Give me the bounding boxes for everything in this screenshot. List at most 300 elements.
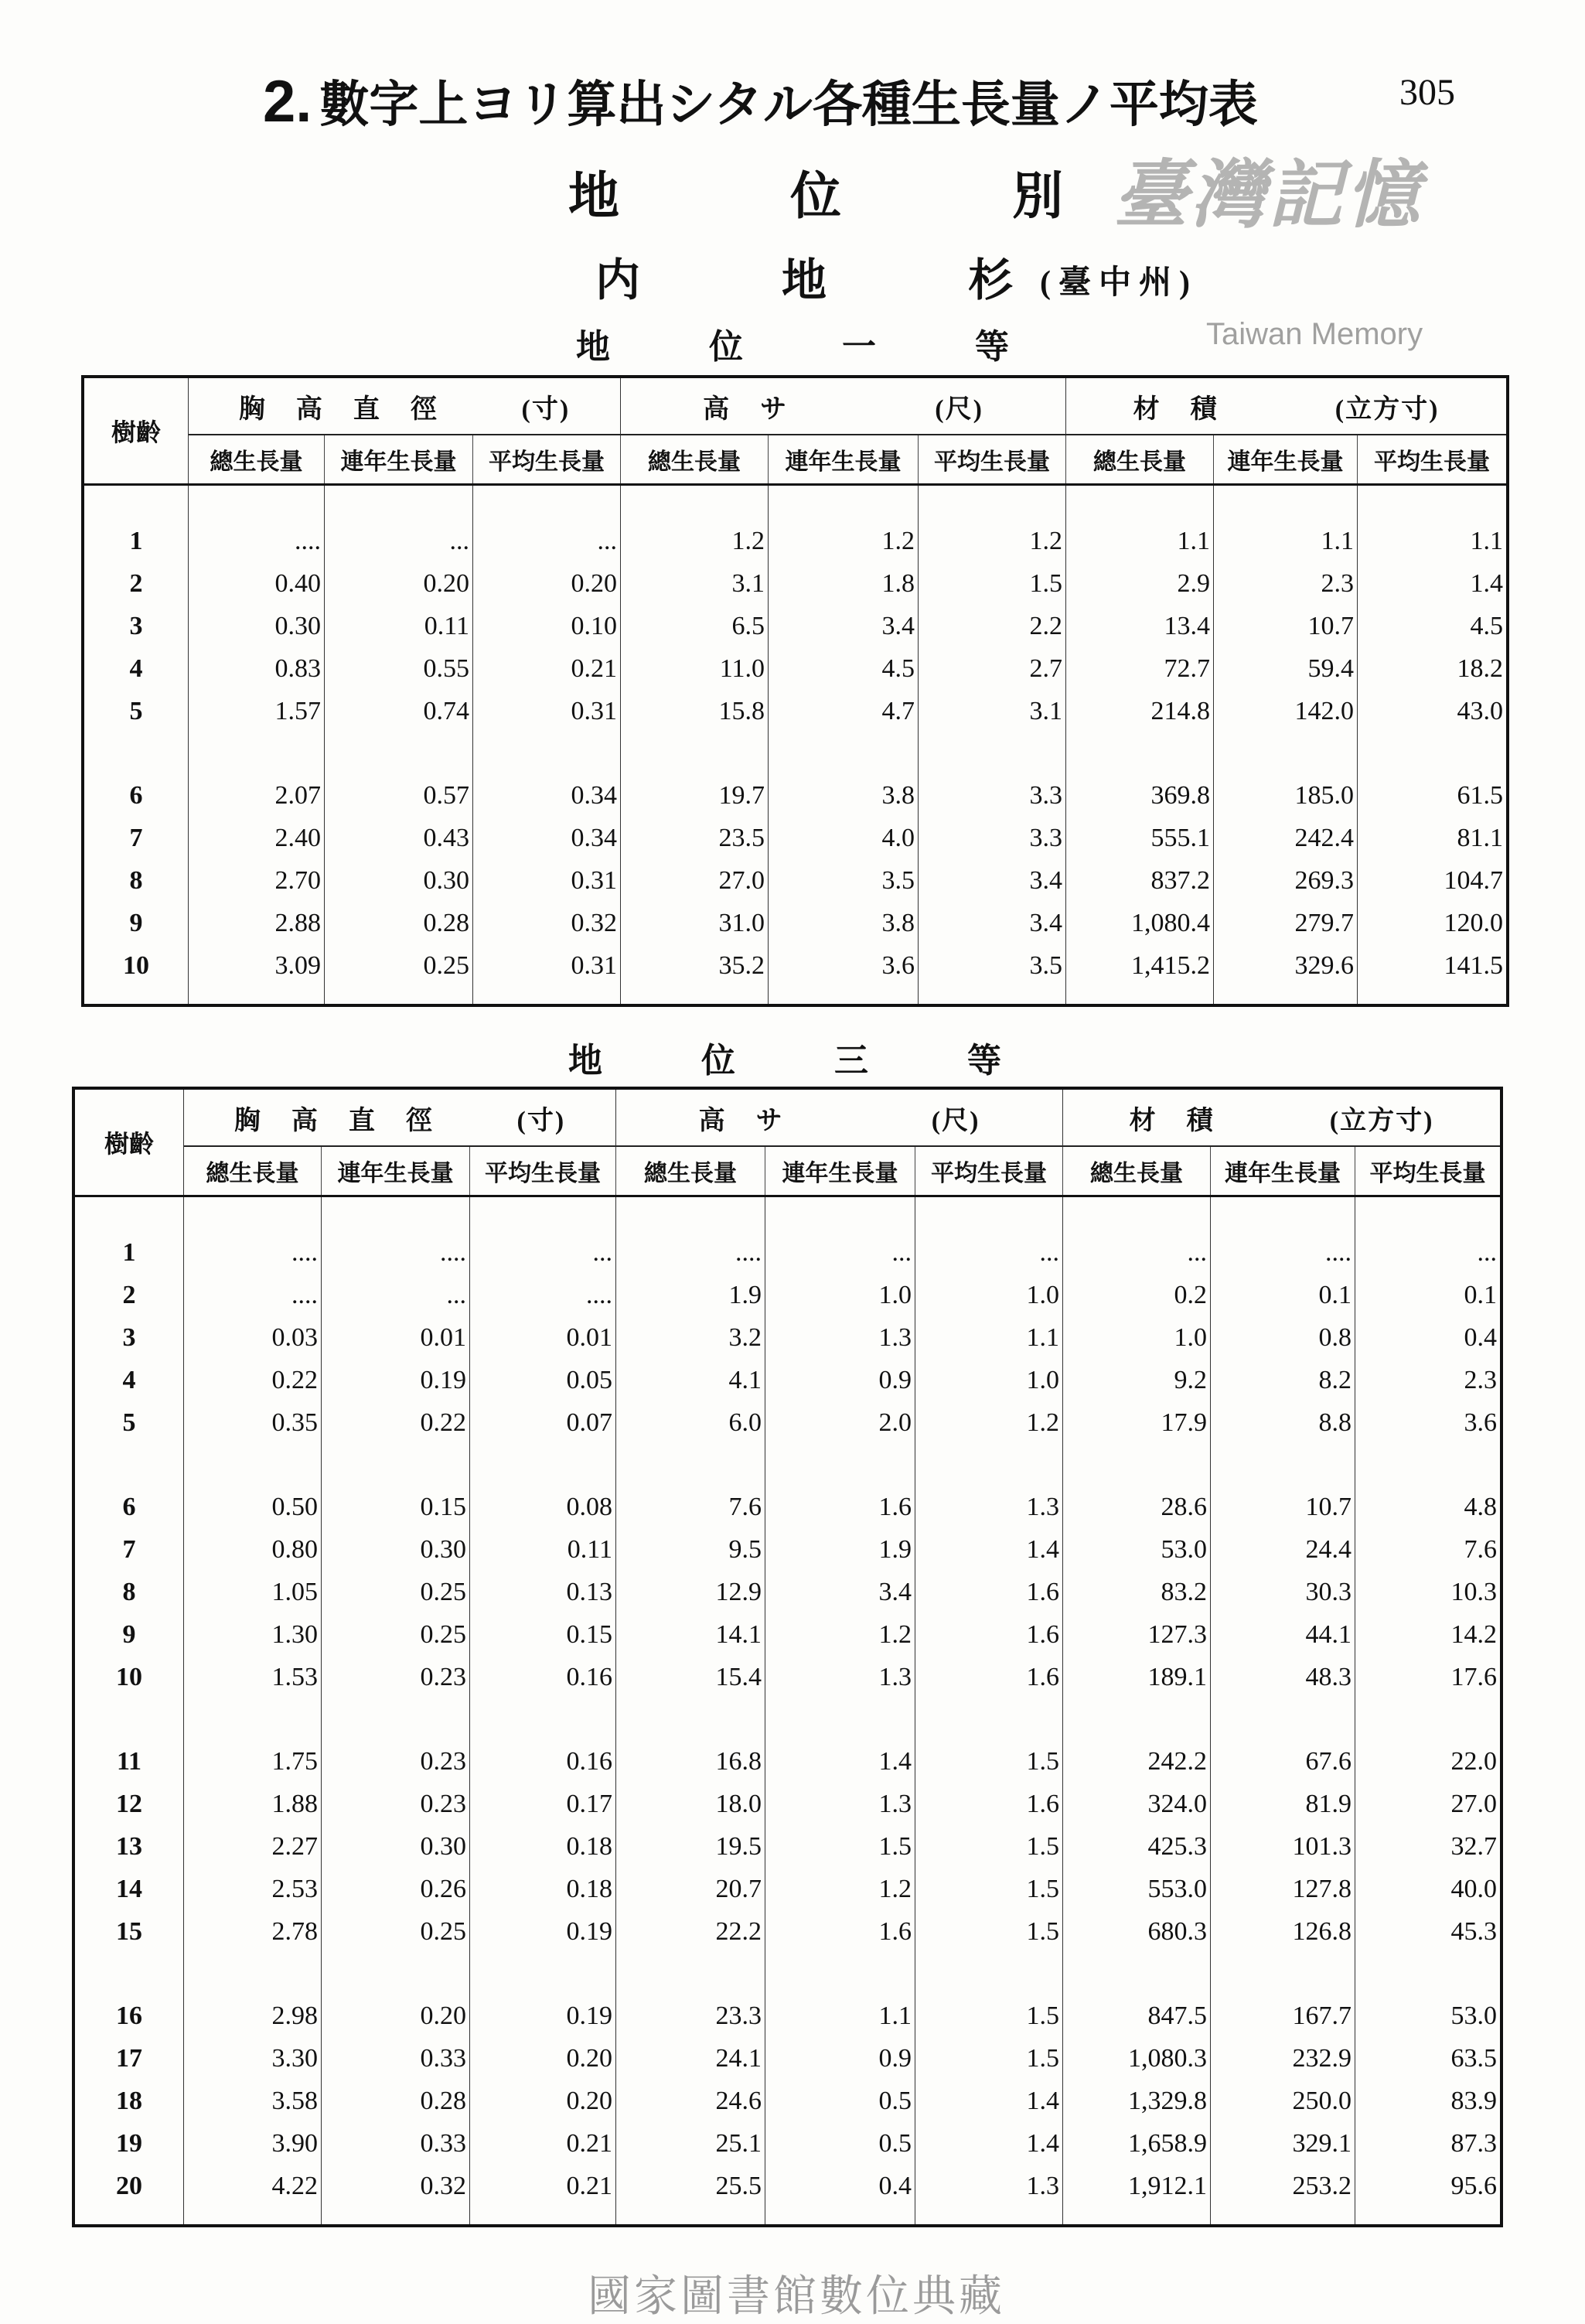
spacer-cell bbox=[470, 1444, 616, 1486]
value-cell: 0.5 bbox=[765, 2080, 915, 2122]
sub-column-header: 連年生長量 bbox=[1211, 1147, 1355, 1195]
group-unit: (寸) bbox=[521, 394, 571, 424]
value-cell: 1,658.9 bbox=[1063, 2122, 1211, 2165]
value-cell: 1.4 bbox=[915, 2122, 1063, 2165]
table-body bbox=[84, 486, 1506, 1004]
age-cell: 2 bbox=[84, 562, 189, 605]
page-title bbox=[263, 65, 1258, 136]
sub-column-header: 總生長量 bbox=[616, 1147, 765, 1195]
value-cell: 369.8 bbox=[1066, 774, 1214, 817]
value-cell: ... bbox=[1063, 1231, 1211, 1274]
spacer-cell bbox=[322, 1698, 470, 1740]
value-cell: ... bbox=[470, 1231, 616, 1274]
value-cell: 53.0 bbox=[1063, 1528, 1211, 1571]
value-cell: 185.0 bbox=[1214, 774, 1358, 817]
value-cell: 7.6 bbox=[1464, 1534, 1497, 1564]
spacer-cell bbox=[915, 1444, 1063, 1486]
table-caption-site-class-1 bbox=[576, 319, 1009, 368]
value-cell: 167.7 bbox=[1211, 1995, 1355, 2037]
title-text: 數字上ヨリ算出シタル各種生長量ノ平均表 bbox=[319, 77, 1258, 132]
value-cell: 0.8 bbox=[1211, 1316, 1355, 1359]
value-cell: 0.11 bbox=[470, 1528, 616, 1571]
value-cell: 0.18 bbox=[470, 1868, 616, 1910]
spacer-cell bbox=[75, 1444, 184, 1486]
value-cell: 837.2 bbox=[1066, 859, 1214, 902]
age-cell: 1 bbox=[84, 520, 189, 562]
spacer-cell bbox=[470, 2207, 616, 2224]
value-cell: 0.9 bbox=[765, 2037, 915, 2080]
age-cell: 17 bbox=[75, 2037, 184, 2080]
age-cell: 2 bbox=[75, 1274, 184, 1316]
age-cell: 15 bbox=[75, 1910, 184, 1953]
spacer-cell bbox=[1214, 732, 1358, 774]
value-cell: 1.57 bbox=[189, 690, 325, 732]
table-header bbox=[75, 1090, 1500, 1197]
value-cell: 250.0 bbox=[1211, 2080, 1355, 2122]
value-cell: 32.7 bbox=[1450, 1831, 1497, 1861]
table-body bbox=[75, 1197, 1500, 2224]
value-cell: 1.0 bbox=[915, 1359, 1063, 1401]
watermark-text: Taiwan Memory bbox=[1206, 317, 1423, 351]
value-cell: 1.5 bbox=[915, 1910, 1063, 1953]
sub-column-header: 總生長量 bbox=[621, 435, 769, 483]
value-cell: 1.3 bbox=[765, 1656, 915, 1698]
value-cell: 81.9 bbox=[1211, 1783, 1355, 1825]
age-cell: 10 bbox=[84, 944, 189, 987]
value-cell: 0.08 bbox=[470, 1486, 616, 1528]
spacer-cell bbox=[616, 1698, 765, 1740]
value-cell: 1.5 bbox=[765, 1825, 915, 1868]
value-cell: 25.1 bbox=[616, 2122, 765, 2165]
value-cell: 324.0 bbox=[1063, 1783, 1211, 1825]
value-cell: .... bbox=[184, 1274, 322, 1316]
value-cell: 10.3 bbox=[1450, 1577, 1497, 1606]
value-cell: 0.9 bbox=[765, 1359, 915, 1401]
value-cell: 0.2 bbox=[1063, 1274, 1211, 1316]
sub-column-header: 平均生長量 bbox=[915, 1147, 1063, 1195]
value-cell: 44.1 bbox=[1211, 1613, 1355, 1656]
value-cell: 19.7 bbox=[621, 774, 769, 817]
value-cell: 2.98 bbox=[184, 1995, 322, 2037]
spacer-cell bbox=[915, 1197, 1063, 1231]
value-cell: 4.5 bbox=[1470, 611, 1503, 640]
spacer-cell bbox=[189, 486, 325, 520]
value-cell: 0.30 bbox=[322, 1528, 470, 1571]
growth-table-site-class-1 bbox=[81, 375, 1509, 1007]
caption-char: 三 bbox=[834, 1042, 868, 1080]
subtitle-char: 位 bbox=[790, 169, 841, 225]
page-number: 305 bbox=[1399, 72, 1455, 113]
value-cell: 1.88 bbox=[184, 1783, 322, 1825]
value-cell: 3.09 bbox=[189, 944, 325, 987]
value-cell: 0.13 bbox=[470, 1571, 616, 1613]
value-cell: 14.2 bbox=[1450, 1619, 1497, 1649]
value-cell: 0.34 bbox=[473, 774, 621, 817]
value-cell: 1.4 bbox=[915, 2080, 1063, 2122]
value-cell: 0.25 bbox=[325, 944, 473, 987]
value-cell: 253.2 bbox=[1211, 2165, 1355, 2207]
spacer-cell bbox=[1358, 486, 1506, 520]
value-cell: 7.6 bbox=[616, 1486, 765, 1528]
value-cell: .... bbox=[1211, 1231, 1355, 1274]
value-cell: 3.6 bbox=[1464, 1408, 1497, 1437]
age-cell: 10 bbox=[75, 1656, 184, 1698]
value-cell: 24.1 bbox=[616, 2037, 765, 2080]
value-cell: 0.07 bbox=[470, 1401, 616, 1444]
value-cell: 3.30 bbox=[184, 2037, 322, 2080]
value-cell: 12.9 bbox=[616, 1571, 765, 1613]
value-cell: 1.6 bbox=[765, 1486, 915, 1528]
spacer-cell bbox=[616, 1953, 765, 1995]
value-cell: 0.20 bbox=[470, 2037, 616, 2080]
group-label: 高サ bbox=[703, 394, 818, 424]
value-cell: 3.6 bbox=[769, 944, 919, 987]
spacer-cell bbox=[1211, 1197, 1355, 1231]
value-cell: 0.21 bbox=[470, 2122, 616, 2165]
group-unit: (尺) bbox=[935, 394, 983, 424]
value-cell: 0.32 bbox=[322, 2165, 470, 2207]
value-cell: 127.3 bbox=[1063, 1613, 1211, 1656]
age-cell: 13 bbox=[75, 1825, 184, 1868]
value-cell: 1.2 bbox=[765, 1613, 915, 1656]
value-cell: 31.0 bbox=[621, 902, 769, 944]
group-label: 材積 bbox=[1133, 394, 1248, 424]
column-group-header bbox=[616, 1090, 1063, 1147]
value-cell: 553.0 bbox=[1063, 1868, 1211, 1910]
group-unit: (寸) bbox=[516, 1106, 566, 1135]
value-cell: 127.8 bbox=[1211, 1868, 1355, 1910]
column-group-header bbox=[621, 378, 1066, 435]
value-cell: 1.8 bbox=[769, 562, 919, 605]
section-number: 2. bbox=[263, 69, 312, 135]
value-cell: 0.16 bbox=[470, 1740, 616, 1783]
value-cell: 2.07 bbox=[189, 774, 325, 817]
value-cell: 0.31 bbox=[473, 859, 621, 902]
value-cell: 0.74 bbox=[325, 690, 473, 732]
spacer-cell bbox=[473, 732, 621, 774]
value-cell: 0.40 bbox=[189, 562, 325, 605]
value-cell: 120.0 bbox=[1444, 908, 1503, 937]
spacer-cell bbox=[1066, 987, 1214, 1004]
value-cell: 0.15 bbox=[322, 1486, 470, 1528]
watermark-logo: 臺灣記憶 bbox=[1113, 154, 1423, 237]
spacer-cell bbox=[1214, 486, 1358, 520]
spacer-cell bbox=[84, 987, 189, 1004]
prefecture-label: (臺中州) bbox=[1040, 265, 1198, 301]
value-cell: 4.7 bbox=[769, 690, 919, 732]
value-cell: 0.20 bbox=[470, 2080, 616, 2122]
caption-char: 位 bbox=[701, 1042, 735, 1080]
value-cell: 1.1 bbox=[915, 1316, 1063, 1359]
age-cell: 20 bbox=[75, 2165, 184, 2207]
value-cell: 14.1 bbox=[616, 1613, 765, 1656]
spacer-cell bbox=[915, 1953, 1063, 1995]
value-cell: 15.4 bbox=[616, 1656, 765, 1698]
value-cell: .... bbox=[184, 1231, 322, 1274]
group-label: 胸高直徑 bbox=[233, 1106, 463, 1135]
caption-char: 等 bbox=[975, 328, 1009, 366]
value-cell: 1.5 bbox=[919, 562, 1066, 605]
column-group-header bbox=[1066, 378, 1506, 435]
value-cell: 1.5 bbox=[915, 1868, 1063, 1910]
value-cell: 0.22 bbox=[322, 1401, 470, 1444]
spacer-cell bbox=[1355, 2207, 1500, 2224]
value-cell: 1,080.3 bbox=[1063, 2037, 1211, 2080]
value-cell: .... bbox=[322, 1231, 470, 1274]
sub-column-header: 總生長量 bbox=[184, 1147, 322, 1195]
value-cell: 0.15 bbox=[470, 1613, 616, 1656]
value-cell: 279.7 bbox=[1214, 902, 1358, 944]
value-cell: 72.7 bbox=[1066, 647, 1214, 690]
value-cell: 0.31 bbox=[473, 944, 621, 987]
value-cell: 1.4 bbox=[915, 1528, 1063, 1571]
value-cell: 10.7 bbox=[1211, 1486, 1355, 1528]
value-cell: ... bbox=[915, 1231, 1063, 1274]
footer-credit: 國家圖書館數位典藏 bbox=[588, 2271, 1005, 2322]
value-cell: 0.17 bbox=[470, 1783, 616, 1825]
value-cell: 0.19 bbox=[322, 1359, 470, 1401]
value-cell: ... bbox=[325, 520, 473, 562]
value-cell: 2.0 bbox=[765, 1401, 915, 1444]
value-cell: 0.21 bbox=[470, 2165, 616, 2207]
spacer-cell bbox=[1063, 2207, 1211, 2224]
spacer-cell bbox=[84, 732, 189, 774]
value-cell: 242.2 bbox=[1063, 1740, 1211, 1783]
value-cell: 8.2 bbox=[1211, 1359, 1355, 1401]
spacer-cell bbox=[184, 1953, 322, 1995]
value-cell: 40.0 bbox=[1450, 1874, 1497, 1903]
value-cell: 3.1 bbox=[621, 562, 769, 605]
value-cell: 1.1 bbox=[765, 1995, 915, 2037]
species-char: 地 bbox=[781, 255, 827, 305]
value-cell: 0.25 bbox=[322, 1571, 470, 1613]
value-cell: 0.16 bbox=[470, 1656, 616, 1698]
spacer-cell bbox=[75, 1953, 184, 1995]
value-cell: 0.25 bbox=[322, 1910, 470, 1953]
value-cell: 2.2 bbox=[919, 605, 1066, 647]
value-cell: 0.21 bbox=[473, 647, 621, 690]
spacer-cell bbox=[765, 1953, 915, 1995]
sub-column-header: 平均生長量 bbox=[1369, 1161, 1486, 1186]
value-cell: 1.6 bbox=[915, 1783, 1063, 1825]
spacer-cell bbox=[1355, 1698, 1500, 1740]
sub-column-header: 平均生長量 bbox=[470, 1147, 616, 1195]
spacer-cell bbox=[75, 2207, 184, 2224]
spacer-cell bbox=[1211, 2207, 1355, 2224]
spacer-cell bbox=[769, 987, 919, 1004]
value-cell: 142.0 bbox=[1214, 690, 1358, 732]
value-cell: 0.01 bbox=[470, 1316, 616, 1359]
column-group-header bbox=[1063, 1090, 1500, 1147]
value-cell: 425.3 bbox=[1063, 1825, 1211, 1868]
spacer-cell bbox=[189, 987, 325, 1004]
value-cell: 1.2 bbox=[915, 1401, 1063, 1444]
value-cell: 22.0 bbox=[1450, 1746, 1497, 1776]
group-label: 高サ bbox=[698, 1106, 813, 1135]
value-cell: 4.5 bbox=[769, 647, 919, 690]
value-cell: 11.0 bbox=[621, 647, 769, 690]
value-cell: 0.20 bbox=[325, 562, 473, 605]
spacer-cell bbox=[1063, 1698, 1211, 1740]
value-cell: 0.30 bbox=[325, 859, 473, 902]
value-cell: 1.2 bbox=[919, 520, 1066, 562]
spacer-cell bbox=[184, 1444, 322, 1486]
value-cell: 25.5 bbox=[616, 2165, 765, 2207]
caption-char: 等 bbox=[967, 1042, 1001, 1080]
value-cell: 3.3 bbox=[919, 774, 1066, 817]
value-cell: 1.2 bbox=[621, 520, 769, 562]
value-cell: 20.7 bbox=[616, 1868, 765, 1910]
spacer-cell bbox=[915, 1698, 1063, 1740]
value-cell: 23.3 bbox=[616, 1995, 765, 2037]
value-cell: 22.2 bbox=[616, 1910, 765, 1953]
age-cell: 7 bbox=[84, 817, 189, 859]
value-cell: 2.88 bbox=[189, 902, 325, 944]
age-cell: 9 bbox=[84, 902, 189, 944]
value-cell: 1.9 bbox=[616, 1274, 765, 1316]
caption-char: 地 bbox=[576, 328, 610, 366]
value-cell: .... bbox=[189, 520, 325, 562]
value-cell: 1.0 bbox=[1063, 1316, 1211, 1359]
spacer-cell bbox=[1066, 486, 1214, 520]
group-label: 材積 bbox=[1129, 1106, 1244, 1135]
spacer-cell bbox=[919, 987, 1066, 1004]
group-unit: (尺) bbox=[931, 1106, 980, 1135]
species-char: 内 bbox=[595, 255, 641, 305]
value-cell: 269.3 bbox=[1214, 859, 1358, 902]
value-cell: 23.5 bbox=[621, 817, 769, 859]
value-cell: 1,415.2 bbox=[1066, 944, 1214, 987]
value-cell: 126.8 bbox=[1211, 1910, 1355, 1953]
column-group-header bbox=[184, 1090, 616, 1147]
value-cell: 1.3 bbox=[765, 1316, 915, 1359]
value-cell: 1.6 bbox=[765, 1910, 915, 1953]
value-cell: 1.9 bbox=[765, 1528, 915, 1571]
spacer-cell bbox=[1355, 1444, 1500, 1486]
spacer-cell bbox=[75, 1698, 184, 1740]
value-cell: 1.3 bbox=[915, 2165, 1063, 2207]
spacer-cell bbox=[1066, 732, 1214, 774]
spacer-cell bbox=[322, 1444, 470, 1486]
spacer-cell bbox=[322, 2207, 470, 2224]
value-cell: 3.58 bbox=[184, 2080, 322, 2122]
value-cell: 8.8 bbox=[1211, 1401, 1355, 1444]
value-cell: 1.75 bbox=[184, 1740, 322, 1783]
value-cell: 0.20 bbox=[322, 1995, 470, 2037]
value-cell: 43.0 bbox=[1457, 696, 1503, 725]
age-cell: 6 bbox=[84, 774, 189, 817]
value-cell: 0.10 bbox=[473, 605, 621, 647]
value-cell: 9.2 bbox=[1063, 1359, 1211, 1401]
subtitle-by-site-class bbox=[568, 155, 1063, 228]
value-cell: 2.53 bbox=[184, 1868, 322, 1910]
spacer-cell bbox=[1355, 1953, 1500, 1995]
spacer-cell bbox=[473, 486, 621, 520]
value-cell: 0.22 bbox=[184, 1359, 322, 1401]
value-cell: 13.4 bbox=[1066, 605, 1214, 647]
age-cell: 8 bbox=[84, 859, 189, 902]
spacer-cell bbox=[325, 987, 473, 1004]
value-cell: 15.8 bbox=[621, 690, 769, 732]
spacer-cell bbox=[470, 1953, 616, 1995]
value-cell: 18.2 bbox=[1457, 654, 1503, 683]
spacer-cell bbox=[769, 486, 919, 520]
value-cell: 0.23 bbox=[322, 1656, 470, 1698]
value-cell: 0.34 bbox=[473, 817, 621, 859]
spacer-cell bbox=[189, 732, 325, 774]
group-label: 胸高直徑 bbox=[238, 394, 468, 424]
spacer-cell bbox=[184, 1698, 322, 1740]
value-cell: 0.35 bbox=[184, 1401, 322, 1444]
value-cell: 28.6 bbox=[1063, 1486, 1211, 1528]
value-cell: 0.31 bbox=[473, 690, 621, 732]
value-cell: 0.33 bbox=[322, 2122, 470, 2165]
value-cell: 0.28 bbox=[325, 902, 473, 944]
sub-column-header: 總生長量 bbox=[1063, 1147, 1211, 1195]
age-cell: 6 bbox=[75, 1486, 184, 1528]
value-cell: 2.3 bbox=[1464, 1365, 1497, 1394]
age-cell: 12 bbox=[75, 1783, 184, 1825]
sub-column-header: 平均生長量 bbox=[919, 435, 1066, 483]
age-cell: 1 bbox=[75, 1231, 184, 1274]
value-cell: 2.27 bbox=[184, 1825, 322, 1868]
age-cell: 3 bbox=[84, 605, 189, 647]
value-cell: 30.3 bbox=[1211, 1571, 1355, 1613]
value-cell: 1.6 bbox=[915, 1571, 1063, 1613]
value-cell: .... bbox=[470, 1274, 616, 1316]
value-cell: 3.2 bbox=[616, 1316, 765, 1359]
value-cell: 2.70 bbox=[189, 859, 325, 902]
spacer-cell bbox=[919, 732, 1066, 774]
spacer-cell bbox=[1211, 1444, 1355, 1486]
growth-table-site-class-3 bbox=[72, 1087, 1503, 2227]
value-cell: 24.4 bbox=[1211, 1528, 1355, 1571]
value-cell: 0.01 bbox=[322, 1316, 470, 1359]
age-column-header: 樹齡 bbox=[75, 1090, 184, 1195]
value-cell: 3.4 bbox=[919, 859, 1066, 902]
value-cell: 2.78 bbox=[184, 1910, 322, 1953]
value-cell: 0.05 bbox=[470, 1359, 616, 1401]
age-cell: 11 bbox=[75, 1740, 184, 1783]
sub-column-header: 連年生長量 bbox=[769, 435, 919, 483]
sub-column-header: 連年生長量 bbox=[765, 1147, 915, 1195]
value-cell: 2.40 bbox=[189, 817, 325, 859]
value-cell: 63.5 bbox=[1450, 2043, 1497, 2073]
value-cell: 0.1 bbox=[1464, 1280, 1497, 1309]
spacer-cell bbox=[322, 1197, 470, 1231]
value-cell: 1.2 bbox=[769, 520, 919, 562]
spacer-cell bbox=[1355, 1197, 1500, 1231]
spacer-cell bbox=[75, 1197, 184, 1231]
spacer-cell bbox=[1063, 1197, 1211, 1231]
age-cell: 7 bbox=[75, 1528, 184, 1571]
value-cell: 1.4 bbox=[765, 1740, 915, 1783]
value-cell: 0.43 bbox=[325, 817, 473, 859]
value-cell: 0.50 bbox=[184, 1486, 322, 1528]
value-cell: 1.3 bbox=[915, 1486, 1063, 1528]
value-cell: 10.7 bbox=[1214, 605, 1358, 647]
caption-char: 一 bbox=[842, 328, 876, 366]
spacer-cell bbox=[765, 1698, 915, 1740]
sub-column-header: 連年生長量 bbox=[322, 1147, 470, 1195]
value-cell: 0.19 bbox=[470, 1995, 616, 2037]
value-cell: 0.18 bbox=[470, 1825, 616, 1868]
value-cell: 87.3 bbox=[1450, 2128, 1497, 2158]
spacer-cell bbox=[769, 732, 919, 774]
value-cell: 3.5 bbox=[919, 944, 1066, 987]
value-cell: 0.32 bbox=[473, 902, 621, 944]
spacer-cell bbox=[473, 987, 621, 1004]
